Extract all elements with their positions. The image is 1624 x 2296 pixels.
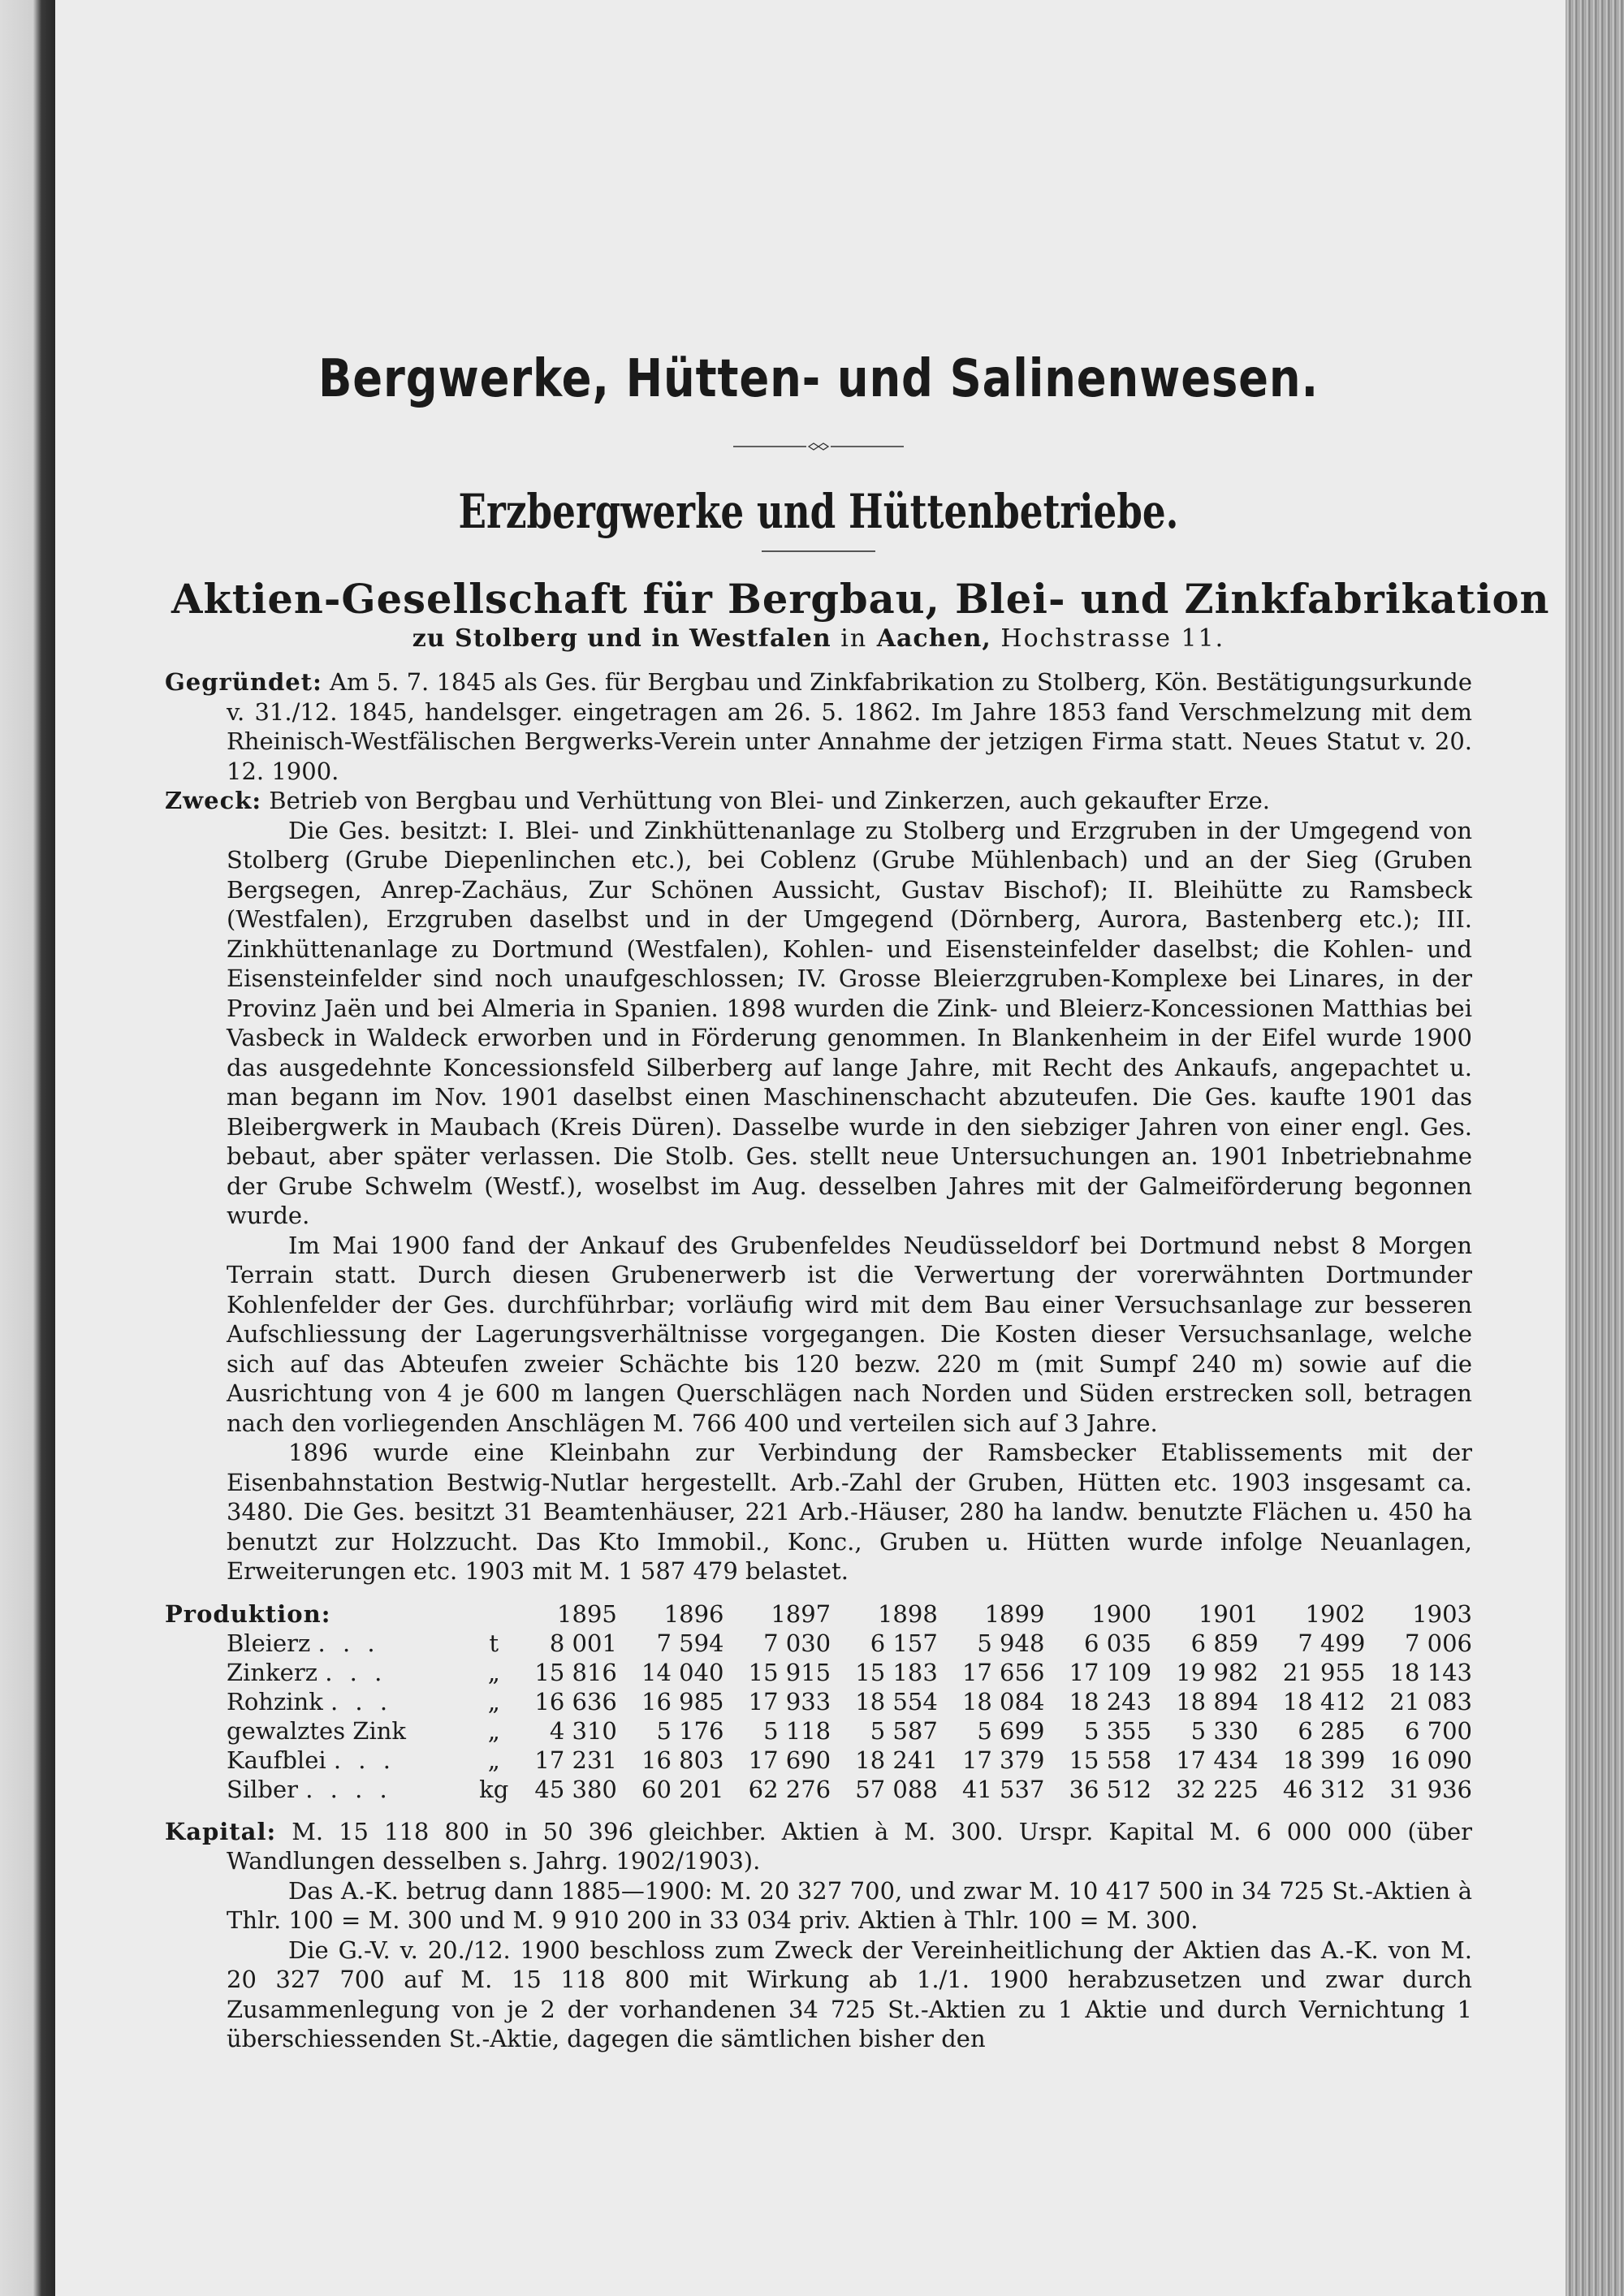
kapital-label: Kapital:: [165, 1817, 277, 1845]
produktion-cell: 18 084: [961, 1687, 1045, 1716]
produktion-cell: 8 001: [549, 1629, 617, 1657]
produktion-cell: 18 143: [1389, 1658, 1472, 1686]
produktion-row-label: gewalztes Zink: [227, 1716, 406, 1745]
year-1898: 1898: [877, 1599, 938, 1628]
produktion-cell: 6 157: [870, 1629, 938, 1657]
produktion-cell: 16 985: [641, 1687, 724, 1716]
produktion-row-unit: „: [487, 1746, 500, 1774]
produktion-cell: 17 690: [748, 1746, 831, 1774]
section-title: Erzbergwerke und Hüttenbetriebe.: [458, 484, 1179, 539]
produktion-cell: 6 859: [1190, 1629, 1259, 1657]
kapital-text: M. 15 118 800 in 50 396 gleichber. Aktien à M. 300. Urspr. Kapital M. 6 000 000 (über Wandlungen desselben s. Jahrg. 1902/1903).: [227, 1817, 1473, 1875]
produktion-cell: 62 276: [748, 1775, 831, 1803]
zweck-paragraph-3: 1896 wurde eine Kleinbahn zur Verbindung der Ramsbecker Etablissements mit der Eisenbahnstation Bestwig-Nutlar hergestellt. Arb.-Zahl der Gruben, Hütten etc. 1903 insgesamt ca. 3480. Die Ges. besitzt 31 Beamtenhäuser, 221 Arb.-Häuser, 280 ha landw. benutzte Flächen u. 450 ha benutzt zur Holzzucht. Das Kto Immobil., Konc., Gruben u. Hütten wurde infolge Neuanlagen, Erweiterungen etc. 1903 mit M. 1 587 479 belastet.: [227, 1439, 1472, 1585]
produktion-header-row: [165, 1599, 1472, 1629]
produktion-row: [165, 1658, 1472, 1687]
company-location-street: Hochstrasse 11.: [1000, 624, 1225, 653]
produktion-row-name: [165, 1775, 477, 1804]
produktion-cell: 32 225: [1176, 1775, 1259, 1803]
produktion-row: [165, 1775, 1472, 1804]
produktion-row-unit: t: [489, 1629, 499, 1657]
company-location-region: zu Stolberg und in Westfalen: [412, 624, 831, 653]
produktion-cell: 5 176: [656, 1716, 724, 1745]
produktion-row-name: [165, 1658, 477, 1687]
produktion-row-unit: kg: [479, 1775, 509, 1803]
produktion-cell: 5 587: [870, 1716, 938, 1745]
produktion-cell: 15 558: [1069, 1746, 1152, 1774]
produktion-row-label: Kaufblei: [227, 1746, 326, 1774]
company-location-in: in: [840, 624, 868, 653]
produktion-cell: 60 201: [641, 1775, 724, 1803]
produktion-cell: 7 006: [1404, 1629, 1472, 1657]
produktion-cell: 36 512: [1069, 1775, 1152, 1803]
produktion-cell: 18 412: [1282, 1687, 1366, 1716]
produktion-cell: 57 088: [855, 1775, 938, 1803]
produktion-cell: 17 379: [961, 1746, 1045, 1774]
produktion-row-unit: „: [487, 1687, 500, 1716]
produktion-cell: 19 982: [1176, 1658, 1259, 1686]
produktion-cell: 17 231: [534, 1746, 617, 1774]
produktion-row-name: [165, 1746, 477, 1775]
gegruendet-paragraph: [165, 667, 1472, 786]
produktion-row-name: [165, 1629, 477, 1658]
produktion-cell: 16 636: [534, 1687, 617, 1716]
produktion-cell: 5 330: [1190, 1716, 1259, 1745]
produktion-cell: 31 936: [1389, 1775, 1472, 1803]
produktion-row-label: Silber: [227, 1775, 299, 1803]
produktion-cell: 5 355: [1084, 1716, 1152, 1745]
produktion-cell: 21 083: [1389, 1687, 1472, 1716]
kapital-paragraph: [165, 1817, 1472, 1876]
produktion-cell: 41 537: [961, 1775, 1045, 1803]
produktion-cell: 16 803: [641, 1746, 724, 1774]
year-1895: 1895: [557, 1599, 617, 1628]
produktion-row-unit: „: [487, 1658, 500, 1686]
produktion-row-dots: . . .: [317, 1629, 380, 1657]
kapital-paragraph-1: Das A.-K. betrug dann 1885—1900: M. 20 327 700, und zwar M. 10 417 500 in 34 725 St.-Aktien à Thlr. 100 = M. 300 und M. 9 910 200 in 33 034 priv. Aktien à Thlr. 100 = M. 300.: [227, 1876, 1472, 1934]
year-1897: 1897: [771, 1599, 831, 1628]
produktion-cell: 18 894: [1176, 1687, 1259, 1716]
produktion-cell: 17 434: [1176, 1746, 1259, 1774]
produktion-row-label: Zinkerz: [227, 1658, 317, 1686]
year-1900: 1900: [1091, 1599, 1152, 1628]
gegruendet-text: Am 5. 7. 1845 als Ges. für Bergbau und Zinkfabrikation zu Stolberg, Kön. Bestätigungsurkunde v. 31./12. 1845, handelsger. eingetragen am 26. 5. 1862. Im Jahre 1853 fand Verschmelzung mit dem Rheinisch-Westfälischen Bergwerks-Verein unter Annahme der jetzigen Firma statt. Neues Statut v. 20. 12. 1900.: [227, 668, 1473, 785]
produktion-label: Produktion:: [165, 1599, 331, 1628]
produktion-cell: 18 399: [1282, 1746, 1366, 1774]
year-1899: 1899: [984, 1599, 1045, 1628]
produktion-cell: 18 241: [855, 1746, 938, 1774]
ornament-divider: [733, 442, 904, 451]
produktion-row-name: [165, 1687, 477, 1716]
produktion-cell: 7 030: [763, 1629, 831, 1657]
company-location-city: Aachen,: [876, 624, 991, 653]
page-content: [165, 349, 1550, 2054]
produktion-cell: 7 499: [1298, 1629, 1366, 1657]
produktion-row-dots: . . . .: [305, 1775, 392, 1803]
produktion-cell: 46 312: [1282, 1775, 1366, 1803]
produktion-cell: 21 955: [1282, 1658, 1366, 1686]
produktion-row-dots: . . .: [325, 1658, 387, 1686]
zweck-paragraph: [165, 786, 1472, 816]
produktion-cell: 15 915: [748, 1658, 831, 1686]
produktion-row-dots: . . .: [333, 1746, 395, 1774]
produktion-cell: 45 380: [534, 1775, 617, 1803]
zweck-text: Betrieb von Bergbau und Verhüttung von Blei- und Zinkerzen, auch gekaufter Erze.: [269, 787, 1270, 814]
produktion-cell: 4 310: [549, 1716, 617, 1745]
produktion-cell: 7 594: [656, 1629, 724, 1657]
kapital-paragraph-2: Die G.-V. v. 20./12. 1900 beschloss zum Zweck der Vereinheitlichung der Aktien das A.-K. von M. 20 327 700 auf M. 15 118 800 mit Wirkung ab 1./1. 1900 herabzusetzen und zwar durch Zusammenlegung von je 2 der vorhandenen 34 725 St.-Aktien zu 1 Aktie und durch Vernichtung 1 überschiessenden St.-Aktie, dagegen die sämtlichen bisher den: [227, 1936, 1472, 2052]
produktion-cell: 17 109: [1069, 1658, 1152, 1686]
produktion-cell: 6 700: [1404, 1716, 1472, 1745]
produktion-cell: 6 285: [1298, 1716, 1366, 1745]
zweck-label: Zweck:: [165, 787, 262, 814]
produktion-cell: 18 554: [855, 1687, 938, 1716]
produktion-row-dots: . . .: [330, 1687, 393, 1716]
gegruendet-label: Gegründet:: [165, 668, 322, 696]
year-1903: 1903: [1412, 1599, 1472, 1628]
produktion-cell: 5 948: [977, 1629, 1045, 1657]
produktion-cell: 14 040: [641, 1658, 724, 1686]
produktion-cell: 17 656: [961, 1658, 1045, 1686]
book-right-edge: [1566, 0, 1624, 2296]
produktion-row: [165, 1687, 1472, 1716]
year-1902: 1902: [1305, 1599, 1366, 1628]
produktion-table: [165, 1599, 1472, 1804]
company-name: Aktien-Gesellschaft für Bergbau, Blei- und Zinkfabrikation: [171, 575, 1550, 623]
produktion-cell: 16 090: [1389, 1746, 1472, 1774]
zweck-paragraph-2: Im Mai 1900 fand der Ankauf des Grubenfeldes Neudüsseldorf bei Dortmund nebst 8 Morgen Terrain statt. Durch diesen Grubenerwerb ist die Verwertung der vorerwähnten Dortmunder Kohlenfelder der Ges. durchführbar; vorläufig wird mit dem Bau einer Versuchsanlage zur besseren Aufschliessung der Lagerungsverhältnisse vorgegangen. Die Kosten dieser Versuchsanlage, welche sich auf das Abteufen zweier Schächte bis 120 bezw. 220 m (mit Sumpf 240 m) sowie auf die Ausrichtung von 4 je 600 m langen Querschlägen nach Norden und Süden erstrecken soll, betragen nach den vorliegenden Anschlägen M. 766 400 und verteilen sich auf 3 Jahre.: [227, 1231, 1472, 1437]
produktion-cell: 15 183: [855, 1658, 938, 1686]
company-location: [165, 624, 1472, 653]
book-left-edge: [0, 0, 55, 2296]
produktion-cell: 6 035: [1084, 1629, 1152, 1657]
year-1896: 1896: [663, 1599, 724, 1628]
produktion-row-name: [165, 1716, 477, 1746]
section-rule: [762, 550, 875, 552]
produktion-cell: 5 699: [977, 1716, 1045, 1745]
produktion-cell: 15 816: [534, 1658, 617, 1686]
produktion-cell: 17 933: [748, 1687, 831, 1716]
document-page: [55, 0, 1566, 2296]
produktion-row: [165, 1716, 1472, 1746]
zweck-paragraph-1: Die Ges. besitzt: I. Blei- und Zinkhüttenanlage zu Stolberg und Erzgruben in der Umgegend von Stolberg (Grube Diepenlinchen etc.), bei Coblenz (Grube Mühlenbach) und an der Sieg (Gruben Bergsegen, Anrep-Zachäus, Zur Schönen Aussicht, Gustav Bischof); II. Bleihütte zu Ramsbeck (Westfalen), Erzgruben daselbst und in der Umgegend (Dörnberg, Aurora, Bastenberg etc.); III. Zinkhüttenanlage zu Dortmund (Westfalen), Kohlen- und Eisensteinfelder daselbst; die Kohlen- und Eisensteinfelder sind noch unaufgeschlossen; IV. Grosse Bleierzgruben-Komplexe bei Linares, in der Provinz Jaën und bei Almeria in Spanien. 1898 wurden die Zink- und Bleierz-Koncessionen Matthias bei Vasbeck in Waldeck erworben und in Förderung genommen. In Blankenheim in der Eifel wurde 1900 das ausgedehnte Koncessionsfeld Silberberg auf lange Jahre, mit Recht des Ankaufs, angepachtet u. man begann im Nov. 1901 daselbst einen Maschinenschacht abzuteufen. Die Ges. kaufte 1901 das Bleibergwerk in Maubach (Kreis Düren). Dasselbe wurde in den siebziger Jahren von einer engl. Ges. bebaut, aber später verlassen. Die Stolb. Ges. stellt neue Untersuchungen an. 1901 Inbetriebnahme der Grube Schwelm (Westf.), woselbst im Aug. desselben Jahres mit der Galmeiförderung begonnen wurde.: [227, 816, 1472, 1229]
main-title: Bergwerke, Hütten- und Salinenwesen.: [317, 349, 1320, 409]
produktion-row-label: Bleierz: [227, 1629, 311, 1657]
produktion-cell: 18 243: [1069, 1687, 1152, 1716]
produktion-row: [165, 1629, 1472, 1658]
year-1901: 1901: [1198, 1599, 1259, 1628]
produktion-row: [165, 1746, 1472, 1775]
produktion-row-unit: „: [487, 1716, 500, 1745]
produktion-cell: 5 118: [763, 1716, 831, 1745]
produktion-row-label: Rohzink: [227, 1687, 323, 1716]
